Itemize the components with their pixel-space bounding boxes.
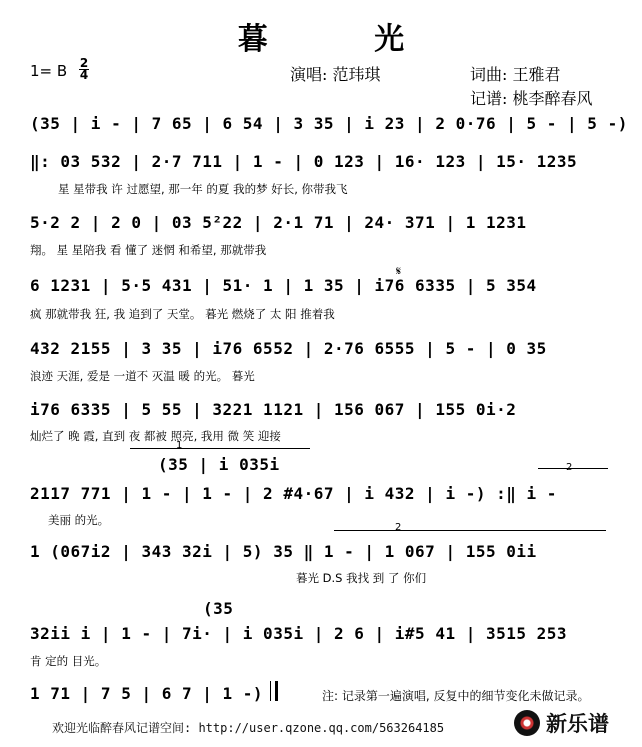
site-logo	[514, 708, 609, 738]
intro-repeat-notes: (35 | i 035i	[158, 455, 280, 474]
staff-row-9-lyrics: 肯 定的 目光。	[30, 654, 107, 668]
volta-1-number: 1	[176, 440, 183, 451]
volta-1-bracket	[130, 448, 310, 449]
song-title: 暮 光	[237, 22, 453, 57]
footer-credit: 欢迎光临醉春风记谱空间: http://user.qzone.qq.com/563264185	[52, 721, 445, 735]
transcriber-credit: 记谱: 桃李醉春风	[470, 89, 593, 108]
volta-2-number: 2	[566, 462, 573, 473]
staff-row-6-notes: i76 6335 | 5 55 | 3221 1121 | 156 067 | 155 0i·2	[30, 400, 517, 419]
segno-sign: 𝄋	[396, 264, 402, 278]
transcription-remark: 注: 记录第一遍演唱, 反复中的细节变化未做记录。	[322, 689, 590, 703]
staff-row-2-notes: ‖: 03 532 | 2·7 711 | 1 - | 0 123 | 16· 123 | 15· 1235	[30, 152, 578, 171]
staff-row-2-lyrics: 星 星带我 许 过愿望, 那一年 的夏 我的梦 好长, 你带我飞	[58, 182, 348, 196]
staff-row-4-lyrics: 疯 那就带我 狂, 我 追到了 天堂。 暮光 燃烧了 太 阳 推着我	[30, 307, 335, 321]
staff-row-3-notes: 5·2 2 | 2 0 | 03 5²22 | 2·1 71 | 24· 371 | 1 1231	[30, 213, 527, 232]
staff-row-1-notes: (35 | i - | 7 65 | 6 54 | 3 35 | i 23 | 2 0·76 | 5 - | 5 -)	[30, 114, 628, 133]
staff-row-7-lyrics: 美丽 的光。	[48, 513, 110, 527]
key-signature: 1= B	[30, 62, 68, 80]
staff-row-5-notes: 432 2155 | 3 35 | i76 6552 | 2·76 6555 | 5 - | 0 35	[30, 339, 547, 358]
volta-2b-number: 2	[395, 522, 402, 533]
staff-row-8-notes: 1 (067i2 | 343 32i | 5) 35 ‖ 1 - | 1 067 | 155 0ii	[30, 542, 537, 561]
staff-row-7-notes: 2117 771 | 1 - | 1 - | 2 #4·67 | i 432 | i -) :‖ i -	[30, 484, 557, 503]
staff-row-4-notes: 6 1231 | 5·5 431 | 51· 1 | 1 35 | i76 6335 | 5 354	[30, 276, 537, 295]
composer-credit: 词曲: 王雅君	[470, 65, 561, 84]
volta-2b-bracket	[334, 530, 606, 531]
staff-row-3-lyrics: 翔。 星 星陪我 看 懂了 迷惘 和希望, 那就带我	[30, 243, 267, 257]
staff-row-9-notes: 32ii i | 1 - | 7i· | i 035i | 2 6 | i#5 41 | 3515 253	[30, 624, 568, 643]
staff-row-6-lyrics: 灿烂了 晚 霞, 直到 夜 都被 照亮, 我用 微 笑 迎接	[30, 429, 281, 443]
time-signature: 2 4	[79, 56, 89, 82]
coda-pickup-notes: (35	[203, 599, 234, 618]
record-disc-icon	[514, 710, 540, 736]
staff-row-10-notes: 1 71 | 7 5 | 6 7 | 1 -)	[30, 684, 264, 703]
volta-2-bracket	[538, 468, 608, 469]
logo-text: 新乐谱	[546, 712, 609, 736]
staff-row-5-lyrics: 浪迹 天涯, 爱是 一道不 灭温 暖 的光。 暮光	[30, 369, 255, 383]
final-barline	[270, 681, 278, 701]
singer-credit: 演唱: 范玮琪	[290, 65, 381, 84]
staff-row-8-lyrics: 暮光 D.S 我找 到 了 你们	[296, 571, 427, 585]
